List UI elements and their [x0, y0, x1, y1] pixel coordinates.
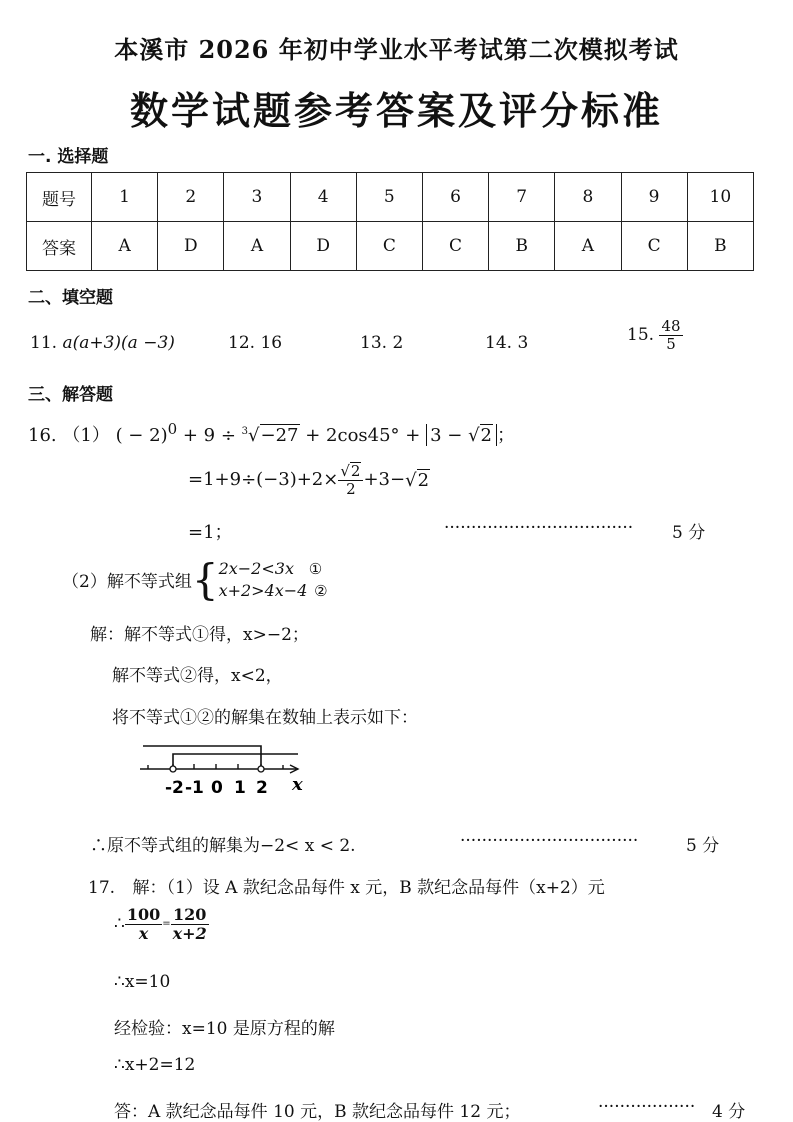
inequality-1-mark: ①: [308, 560, 323, 578]
table-cell: A: [92, 222, 158, 271]
table-cell: 8: [555, 173, 621, 222]
section-3-heading: 三、解答题: [28, 385, 113, 405]
q13-answer: 2: [392, 333, 404, 353]
q12-label: 12.: [228, 333, 256, 353]
q17-score: 4 分: [712, 1102, 746, 1122]
q16-line3: =1；: [188, 522, 233, 543]
q16-score2: 5 分: [686, 836, 720, 856]
axis-variable-label: x: [292, 774, 303, 795]
axis-tick-label: 1: [234, 778, 246, 798]
q16-part1-label: （1）: [62, 425, 110, 446]
open-point-marker: [258, 766, 264, 772]
q17-equals: =: [162, 918, 171, 930]
q16-line2-a: =1+9÷(−3)+2×: [188, 469, 339, 490]
q16-sol-line2: 解不等式②得，x<2，: [112, 666, 283, 686]
q16-sol-line3: 将不等式①②的解集在数轴上表示如下：: [112, 708, 418, 728]
document-title: 数学试题参考答案及评分标准: [129, 89, 663, 133]
q16-line2-root: 2: [417, 469, 430, 491]
q15-denominator: 5: [666, 334, 676, 353]
q16-absolute-value: 3 − √2: [426, 424, 497, 446]
q16-sol-line1: 解：解不等式①得，x>−2；: [90, 625, 309, 645]
q17-line1: [88, 873, 605, 898]
q16-score1-dots: ···································: [444, 518, 634, 538]
table-cell: B: [489, 222, 555, 271]
q16-abs-a: 3 −: [430, 425, 469, 446]
table-cell: D: [290, 222, 356, 271]
solution-set-2: [143, 746, 261, 766]
table-cell: B: [687, 222, 753, 271]
q16-line2-frac-den: 2: [346, 479, 356, 498]
q17-line1-text: 解：（1）设 A 款纪念品每件 x 元，B 款纪念品每件（x+2）元: [132, 878, 605, 898]
q17-fraction-2: [171, 906, 209, 942]
q16-expr-c: + 2cos45° +: [299, 425, 427, 446]
table-row-answers: [27, 222, 754, 271]
q11: [30, 333, 175, 353]
q11-answer: a(a+3)(a −3): [62, 333, 175, 353]
table-cell: 1: [92, 173, 158, 222]
solution-set-1: [173, 754, 298, 766]
q16-line2-b: +3−: [363, 469, 406, 490]
q15-numerator: 48: [661, 317, 681, 335]
q13: [360, 333, 403, 353]
axis-tick-label: 0: [211, 778, 223, 798]
open-point-marker: [170, 766, 176, 772]
therefore-symbol: ∴: [114, 914, 125, 935]
table-cell: 5: [356, 173, 422, 222]
axis-tick-label: -2: [165, 778, 184, 798]
q17-line4: 经检验：x=10 是原方程的解: [114, 1019, 335, 1039]
table-cell: C: [422, 222, 488, 271]
table-cell: 3: [224, 173, 290, 222]
q16-expr-b: + 9 ÷: [177, 425, 242, 446]
inequality-2-mark: ②: [314, 581, 328, 600]
q17-frac2-den: x+2: [172, 923, 207, 943]
q17-line3: ∴x=10: [114, 972, 171, 992]
answer-table: [26, 172, 754, 271]
q16-line1-end: ；: [497, 425, 515, 446]
exam-title: 本溪市 2026 年初中学业水平考试第二次模拟考试: [114, 35, 679, 64]
q17-label: 17.: [88, 878, 116, 898]
table-cell: 6: [422, 173, 488, 222]
q16-root-index: 3: [241, 426, 249, 437]
q13-label: 13.: [360, 333, 388, 353]
q17-frac2-num: 120: [171, 906, 209, 925]
axis-tick-label: -1: [185, 778, 204, 798]
table-cell: 2: [158, 173, 224, 222]
q11-label: 11.: [30, 333, 58, 353]
q16-abs-root: 2: [480, 425, 492, 446]
q17-frac1-num: 100: [126, 905, 161, 924]
q15-fraction: [659, 318, 682, 352]
q17-line5: ∴x+2=12: [114, 1055, 196, 1075]
q14: [485, 333, 528, 353]
q16-part2: [62, 554, 328, 604]
q17-line6: 答：A 款纪念品每件 10 元，B 款纪念品每件 12 元；: [114, 1102, 521, 1122]
axis-tick-label: 2: [256, 778, 268, 798]
number-line-diagram: [138, 738, 318, 800]
q17-frac1-den: x: [138, 923, 149, 943]
q16-score1: 5 分: [672, 523, 706, 543]
inequality-1: 2x−2<3x: [218, 559, 294, 578]
table-cell: 7: [489, 173, 555, 222]
q16-expr-a: ( − 2): [115, 425, 168, 446]
q12: [228, 333, 282, 353]
table-header-number: 题号: [27, 173, 92, 222]
q16-line2-frac-num: 2: [350, 462, 361, 480]
q16-part2-label: （2）解不等式组: [62, 572, 192, 593]
table-cell: 9: [621, 173, 687, 222]
q16-line2-fraction: $\frac{√2}{2}$: [338, 462, 363, 497]
table-cell: D: [158, 222, 224, 271]
q17-score-dots: ··················: [598, 1097, 696, 1117]
table-cell: A: [555, 222, 621, 271]
q16-conclusion: ∴原不等式组的解集为−2< x < 2.: [90, 836, 356, 856]
q16-score2-dots: ·································: [460, 831, 639, 851]
table-header-answer: 答案: [27, 222, 92, 271]
q16-line1: 16. （1） ( − 2)$^0$ + 9 ÷ $^3$√−27 + 2cos45° + 3 − √2 ；: [28, 420, 515, 446]
table-cell: C: [356, 222, 422, 271]
section-2-heading: 二、填空题: [28, 288, 113, 308]
q17-fraction-1: [125, 906, 162, 942]
q14-label: 14.: [485, 333, 513, 353]
q16-line2: =1+9÷(−3)+2× $\frac{√2}{2}$ +3−√2: [188, 462, 430, 498]
q16-exponent: 0: [167, 420, 178, 438]
q14-answer: 3: [517, 333, 529, 353]
table-cell: C: [621, 222, 687, 271]
table-cell: A: [224, 222, 290, 271]
q15-label: 15.: [627, 325, 655, 345]
inequality-system: [219, 558, 329, 601]
section-1-heading: 一. 选择题: [28, 147, 109, 167]
q16-label: 16.: [28, 425, 57, 446]
table-row-numbers: [27, 173, 754, 222]
brace-icon: {: [191, 554, 219, 604]
q16-cuberoot-body: −27: [260, 425, 299, 446]
table-cell: 10: [687, 173, 753, 222]
q17-equation: [114, 906, 209, 942]
q15: [627, 318, 683, 352]
table-cell: 4: [290, 173, 356, 222]
inequality-2: x+2>4x−4: [218, 580, 308, 600]
q12-answer: 16: [260, 333, 283, 353]
